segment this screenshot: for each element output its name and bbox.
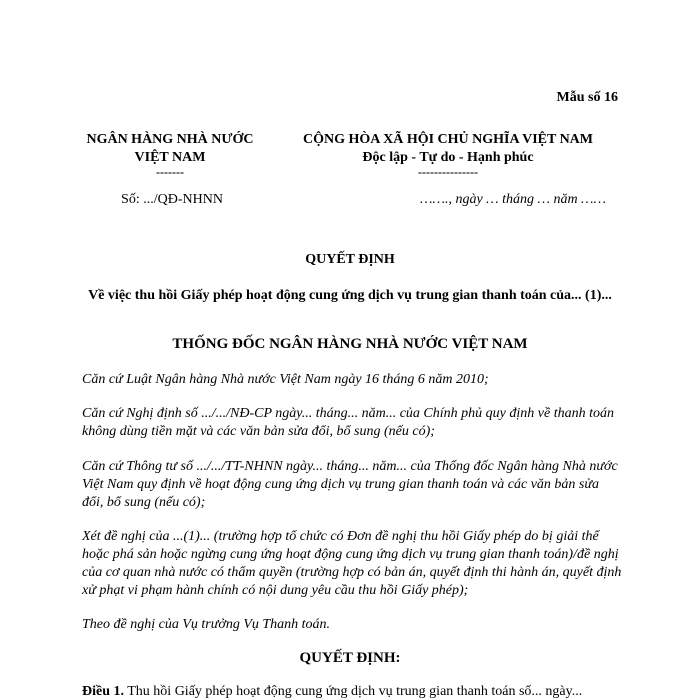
preamble-paragraph: Căn cứ Luật Ngân hàng Nhà nước Việt Nam ngày 16 tháng 6 năm 2010; — [82, 372, 489, 387]
issuing-authority: THỐNG ĐỐC NGÂN HÀNG NHÀ NƯỚC VIỆT NAM — [172, 336, 528, 352]
article-1 — [82, 684, 642, 700]
preamble-paragraph: Căn cứ Nghị định số .../.../NĐ-CP ngày... tháng... năm... của Chính phủ quy định về thanh toán không dùng tiền mặt và các văn bản sửa đổi, bổ sung (nếu có); — [82, 406, 614, 439]
preamble-paragraph: Căn cứ Thông tư số .../.../TT-NHNN ngày... tháng... năm... của Thống đốc Ngân hàng Nhà nước Việt Nam quy định về hoạt động cung ứng dịch vụ trung gian thanh toán và các văn bản sửa đổi, bổ sung (nếu có); — [82, 459, 618, 510]
national-motto — [278, 131, 618, 177]
document-subject: Về việc thu hồi Giấy phép hoạt động cung ứng dịch vụ trung gian thanh toán của... (1)... — [88, 288, 612, 303]
decision-heading: QUYẾT ĐỊNH: — [299, 650, 401, 666]
form-number: Mẫu số 16 — [556, 90, 618, 105]
document-title: QUYẾT ĐỊNH — [305, 252, 395, 267]
article-1-text: Thu hồi Giấy phép hoạt động cung ứng dịch vụ trung gian thanh toán số... ngày... — [124, 684, 583, 699]
agency-divider: ------- — [156, 165, 184, 179]
document-date: ……., ngày … tháng … năm …… — [420, 192, 606, 207]
preamble-paragraph: Xét đề nghị của ...(1)... (trường hợp tổ chức có Đơn đề nghị thu hồi Giấy phép do bị giải thể hoặc phá sản hoặc ngừng cung ứng hoạt động cung ứng dịch vụ trung gian thanh toán)/đề nghị của cơ quan nhà nước có thẩm quyền (trường hợp có bản án, quyết định thi hành án, quyết định xử phạt vi phạm hành chính có nội dung yêu cầu thu hồi Giấy phép); — [82, 529, 622, 598]
article-1-label: Điều 1. — [82, 684, 124, 699]
motto-divider: --------------- — [418, 165, 478, 179]
agency-name-line2: VIỆT NAM — [134, 150, 206, 165]
issuing-agency — [80, 131, 260, 177]
agency-name-line1: NGÂN HÀNG NHÀ NƯỚC — [86, 132, 254, 147]
preamble-paragraph: Theo đề nghị của Vụ trưởng Vụ Thanh toán. — [82, 617, 331, 632]
country-name: CỘNG HÒA XÃ HỘI CHỦ NGHĨA VIỆT NAM — [302, 132, 593, 147]
document-number: Số: .../QĐ-NHNN — [121, 192, 223, 207]
motto: Độc lập - Tự do - Hạnh phúc — [362, 150, 534, 165]
